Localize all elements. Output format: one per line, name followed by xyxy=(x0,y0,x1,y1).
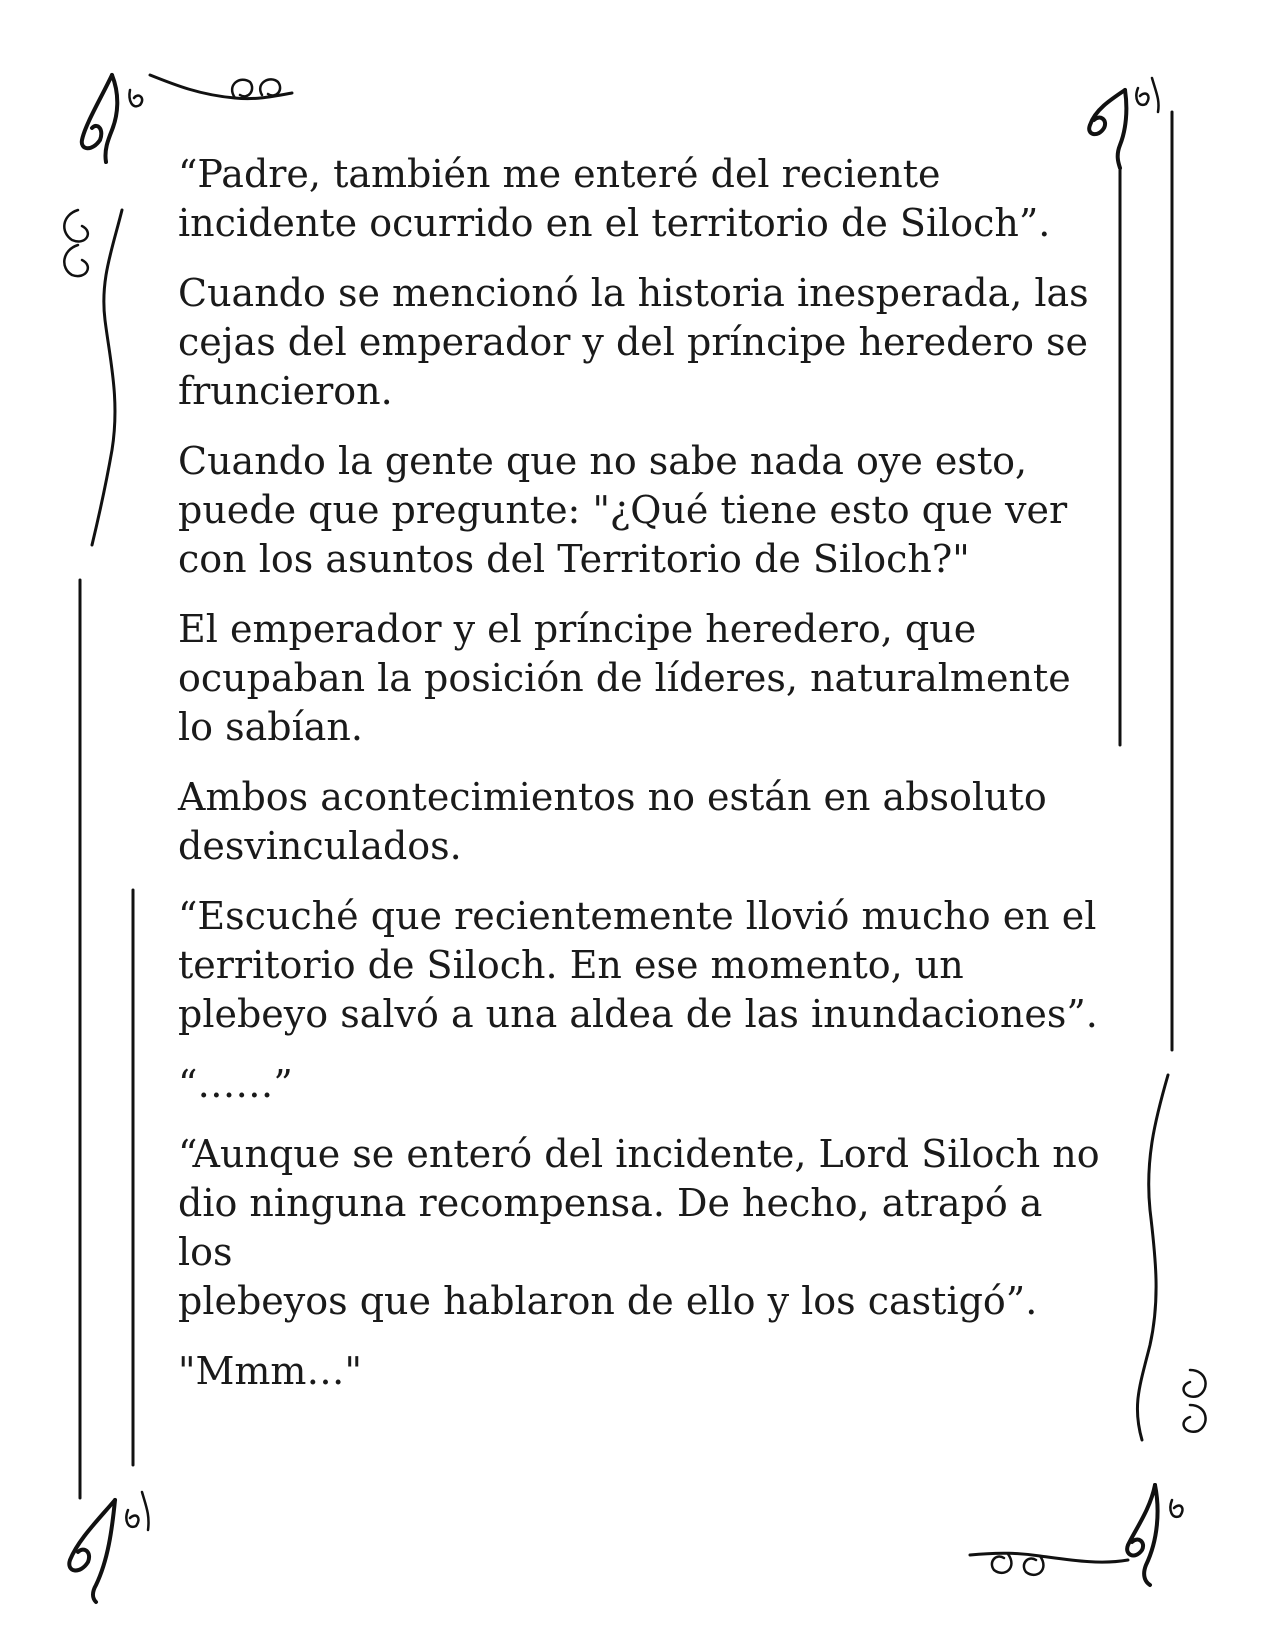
paragraph-4: El emperador y el príncipe heredero, que ocupaban la posición de líderes, naturalmente lo sabían. xyxy=(178,607,1071,749)
text-column xyxy=(178,150,1108,1417)
right-vine-flourish-icon xyxy=(1137,1075,1205,1440)
paragraph-2: Cuando se mencionó la historia inesperada, las cejas del emperador y del príncipe heredero se fruncieron. xyxy=(178,271,1089,413)
paragraph-6: “Escuché que recientemente llovió mucho en el territorio de Siloch. En ese momento, un plebeyo salvó a una aldea de las inundaciones”. xyxy=(178,894,1098,1036)
paragraph-5: Ambos acontecimientos no están en absoluto desvinculados. xyxy=(178,775,1047,868)
bottom-left-flourish-icon xyxy=(69,1492,148,1602)
paragraph-8: “Aunque se enteró del incidente, Lord Siloch no dio ninguna recompensa. De hecho, atrapó a los plebeyos que hablaron de ello y los castigó”. xyxy=(178,1132,1100,1323)
paragraph-7: “……” xyxy=(178,1062,293,1106)
paragraph-3: Cuando la gente que no sabe nada oye esto, puede que pregunte: "¿Qué tiene esto que ver con los asuntos del Territorio de Siloch?" xyxy=(178,439,1068,581)
top-left-flourish-icon xyxy=(82,75,292,162)
left-vine-flourish-icon xyxy=(64,210,122,545)
bottom-right-flourish-icon xyxy=(970,1485,1182,1585)
paragraph-9: "Mmm…" xyxy=(178,1349,362,1393)
paragraph-1: “Padre, también me enteré del reciente incidente ocurrido en el territorio de Siloch”. xyxy=(178,152,1051,245)
